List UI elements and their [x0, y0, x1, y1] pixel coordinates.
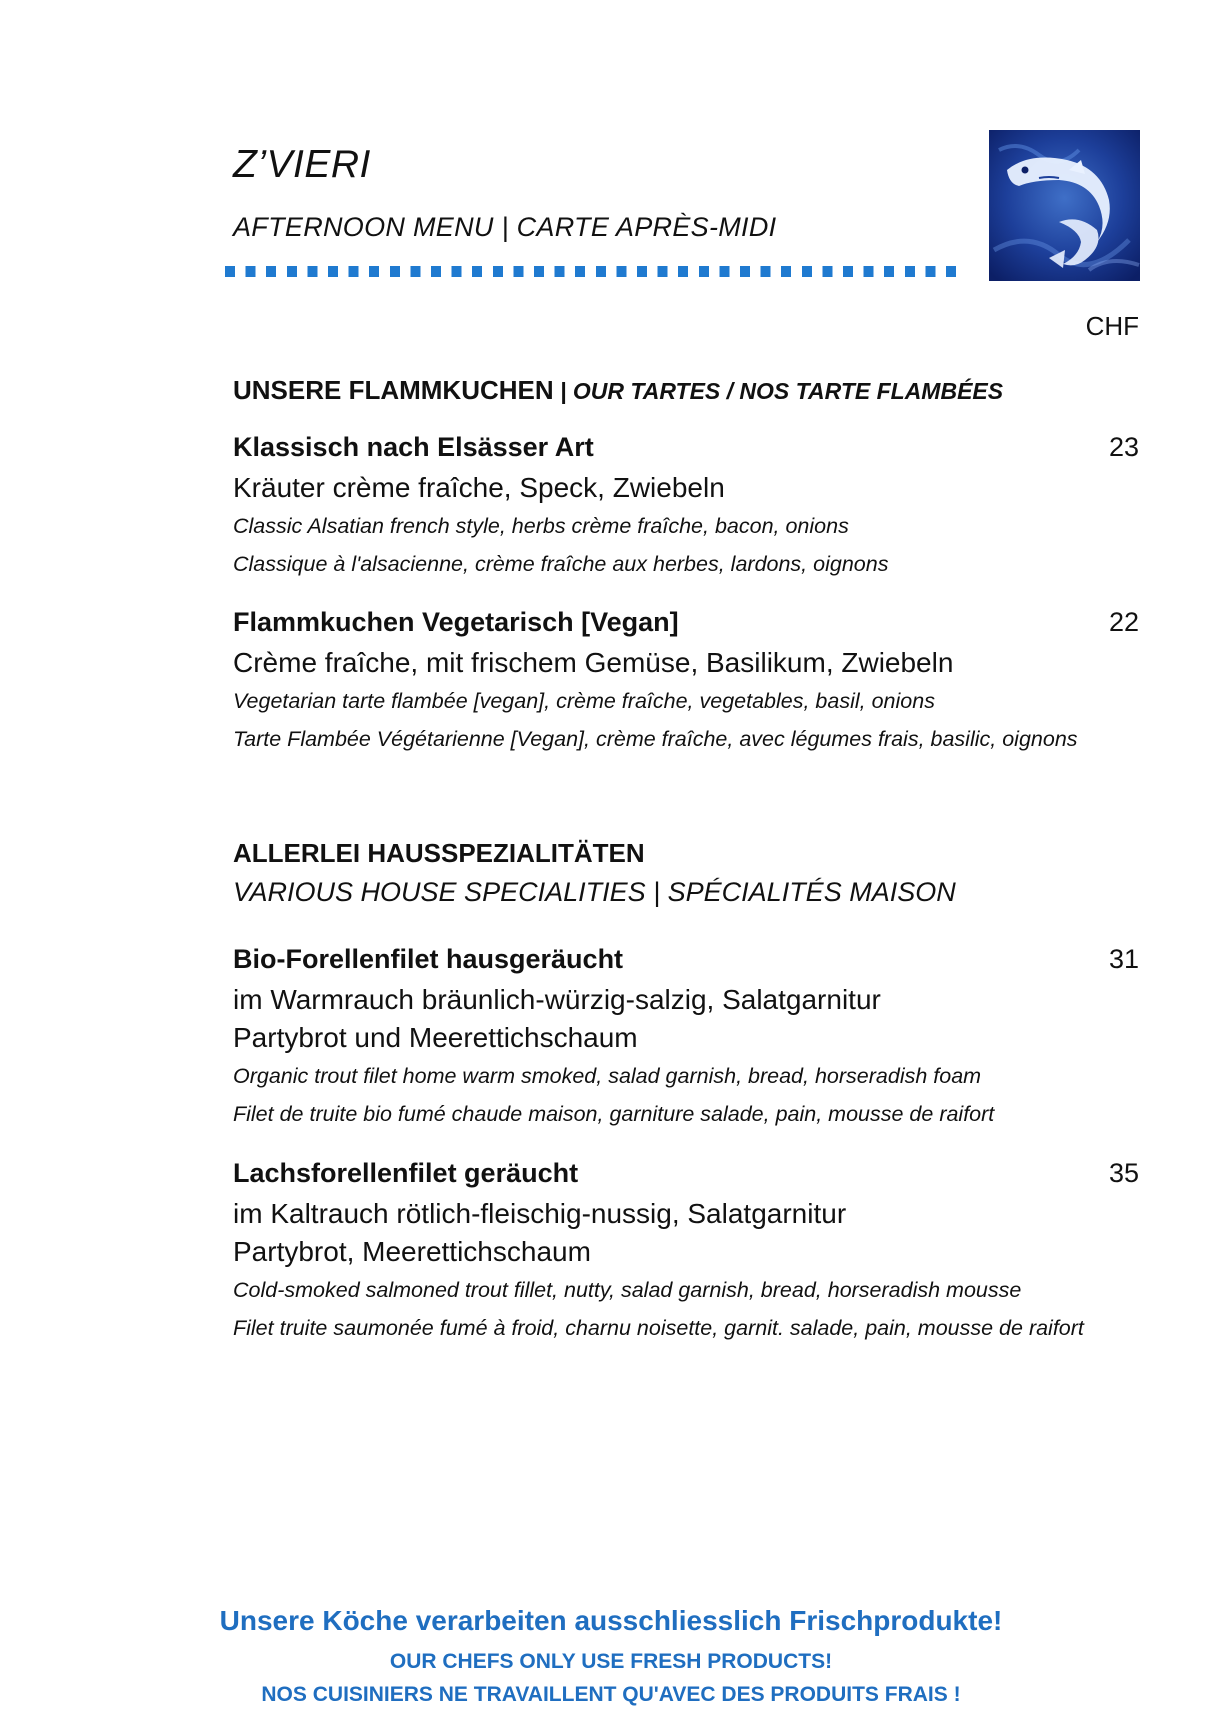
item-price: 22 [1108, 607, 1139, 637]
section-heading-tartes [233, 375, 1003, 406]
menu-item [233, 1158, 1139, 1347]
section-heading-specialities: ALLERLEI HAUSSPEZIALITÄTEN [233, 838, 645, 868]
fish-icon [989, 130, 1140, 281]
section-subheading: VARIOUS HOUSE SPECIALITIES | SPÉCIALITÉS MAISON [233, 877, 956, 907]
item-description-fr: Classique à l'alsacienne, crème fraîche aux herbes, lardons, oignons [233, 552, 889, 576]
section-heading-alt: | OUR TARTES / NOS TARTE FLAMBÉES [553, 378, 1004, 404]
item-name: Bio-Forellenfilet hausgeräucht [233, 944, 624, 974]
item-description-de: Partybrot und Meerettichschaum [233, 1022, 638, 1053]
menu-item [233, 944, 1139, 1133]
section-heading-text: UNSERE FLAMMKUCHEN [233, 375, 554, 405]
item-price: 35 [1108, 1158, 1139, 1188]
item-description-fr: Filet de truite bio fumé chaude maison, garniture salade, pain, mousse de raifort [233, 1102, 995, 1126]
item-price: 31 [1108, 944, 1139, 974]
item-name: Klassisch nach Elsässer Art [233, 432, 594, 462]
item-description-fr: Filet truite saumonée fumé à froid, charnu noisette, garnit. salade, pain, mousse de raifort [233, 1316, 1084, 1340]
page-title: Z’VIERI [233, 143, 371, 186]
page-subtitle: AFTERNOON MENU | CARTE APRÈS-MIDI [233, 212, 777, 242]
item-description-de: Partybrot, Meerettichschaum [233, 1236, 591, 1267]
item-description-de: Kräuter crème fraîche, Speck, Zwiebeln [233, 472, 725, 503]
item-description-en: Cold-smoked salmoned trout fillet, nutty, salad garnish, bread, horseradish mousse [233, 1278, 1022, 1302]
dotted-divider [225, 266, 958, 277]
item-description-de: im Kaltrauch rötlich-fleischig-nussig, Salatgarnitur [233, 1198, 847, 1229]
item-price: 23 [1108, 432, 1139, 462]
item-description-de: im Warmrauch bräunlich-würzig-salzig, Salatgarnitur [233, 984, 881, 1015]
menu-item [233, 607, 1139, 758]
footer-line-fr: NOS CUISINIERS NE TRAVAILLENT QU'AVEC DES PRODUITS FRAIS ! [261, 1683, 961, 1706]
menu-item [233, 432, 1139, 583]
item-name: Flammkuchen Vegetarisch [Vegan] [233, 607, 679, 637]
footer-line-de: Unsere Köche verarbeiten ausschliesslich Frischprodukte! [219, 1605, 1003, 1636]
item-name: Lachsforellenfilet geräucht [233, 1158, 579, 1188]
item-description-en: Vegetarian tarte flambée [vegan], crème fraîche, vegetables, basil, onions [233, 689, 935, 713]
item-description-de: Crème fraîche, mit frischem Gemüse, Basilikum, Zwiebeln [233, 647, 954, 678]
item-description-fr: Tarte Flambée Végétarienne [Vegan], crème fraîche, avec légumes frais, basilic, oignons [233, 727, 1078, 751]
item-description-en: Organic trout filet home warm smoked, salad garnish, bread, horseradish foam [233, 1064, 982, 1088]
footer-line-en: OUR CHEFS ONLY USE FRESH PRODUCTS! [389, 1650, 833, 1673]
item-description-en: Classic Alsatian french style, herbs crème fraîche, bacon, onions [233, 514, 849, 538]
currency-label: CHF [1085, 311, 1139, 341]
